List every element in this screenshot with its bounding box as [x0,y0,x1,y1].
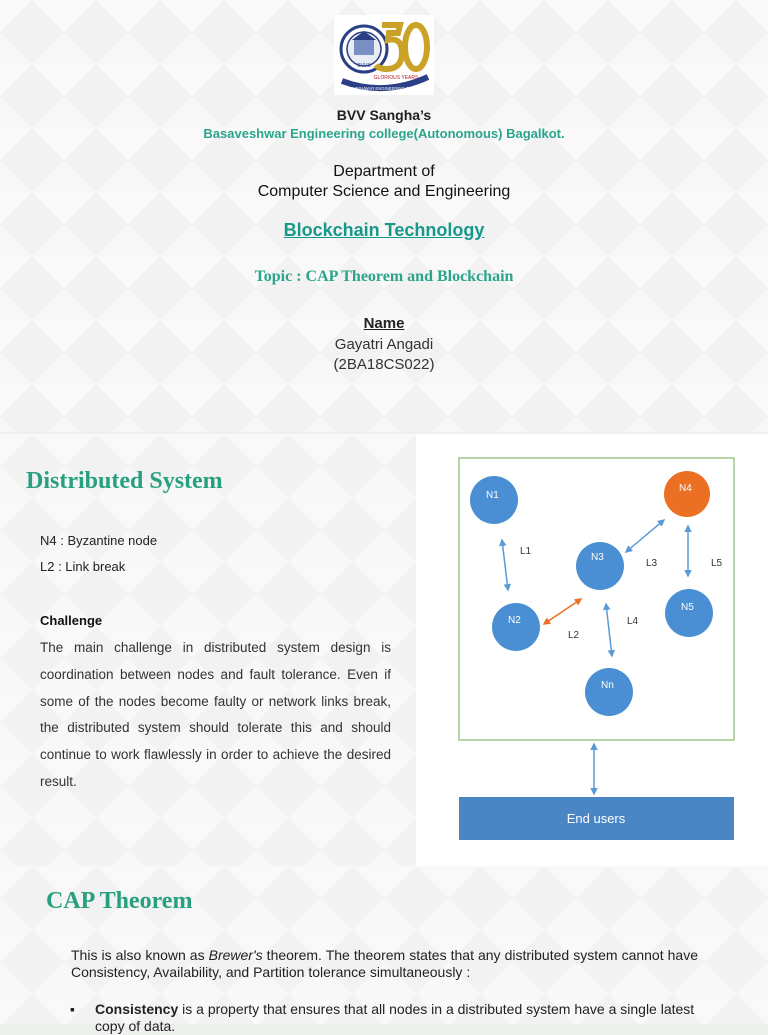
department-line-1: Department of [333,163,435,180]
slide-title: Distributed System [26,468,223,494]
logo-college-text: BASAVESHWAR ENGINEERING COLLEGE [342,86,426,91]
author-name: Gayatri Angadi [334,336,434,353]
node-n4-label: N4 [679,483,692,494]
distributed-system-slide [0,434,768,866]
department-line-2: Computer Science and Engineering [257,183,511,200]
node-n2-label: N2 [508,615,521,626]
slide-title: CAP Theorem [46,888,193,914]
bullet-body [95,1001,698,1035]
node-nn [585,668,633,716]
label-l5: L5 [711,558,723,569]
node-n5 [665,589,713,637]
name-label: Name [363,315,405,332]
department [0,162,768,202]
bullet-term: Consistency [95,1001,179,1017]
label-l1: L1 [520,546,532,557]
node-nn-label: Nn [601,680,614,691]
challenge-paragraph: The main challenge in distributed system design is coordination between nodes and fault tolerance. Even if some of the nodes become faulty or network links break, the distributed system should tolerate this and should continue to work flawlessly in order to achieve the desired result. [40,640,391,789]
intro-pre: This is also known as [71,947,209,963]
intro-emphasis: Brewer's [208,947,263,963]
logo-bvvs-text: BVVS [357,63,371,69]
label-l2: L2 [568,630,580,641]
college-logo [334,15,434,95]
logo-glorious-text: GLORIOUS YEARS [373,75,419,81]
node-n1-label: N1 [486,490,499,501]
node-n2 [492,603,540,651]
label-l4: L4 [627,616,639,627]
node-n3-label: N3 [591,552,604,563]
node-n4-byzantine [664,471,710,517]
bullet-description: is a property that ensures that all nodes in a distributed system have a single latest copy of data. [95,1001,695,1034]
node-n5-label: N5 [681,602,694,613]
subject-title: Blockchain Technology [283,220,485,240]
node-n3 [576,542,624,590]
challenge-heading: Challenge [40,613,103,628]
roll-number: (2BA18CS022) [333,356,435,373]
college-name: Basaveshwar Engineering college(Autonomous) Bagalkot. [203,126,565,141]
trust-name: BVV Sangha’s [336,107,432,123]
definition-n4: N4 : Byzantine node [40,533,158,548]
network-diagram [416,434,768,866]
intro-post: theorem. The theorem states that any distributed system cannot have Consistency, Availability, and Partition tolerance simultaneously : [71,947,698,980]
intro-paragraph [71,947,698,981]
title-slide [0,0,768,432]
bullet-marker: ▪ [70,1001,75,1017]
topic-title: Topic : CAP Theorem and Blockchain [254,268,514,285]
end-users-label: End users [566,811,626,826]
definition-l2: L2 : Link break [40,559,126,574]
cap-theorem-slide [0,866,768,1034]
label-l3: L3 [646,558,658,569]
